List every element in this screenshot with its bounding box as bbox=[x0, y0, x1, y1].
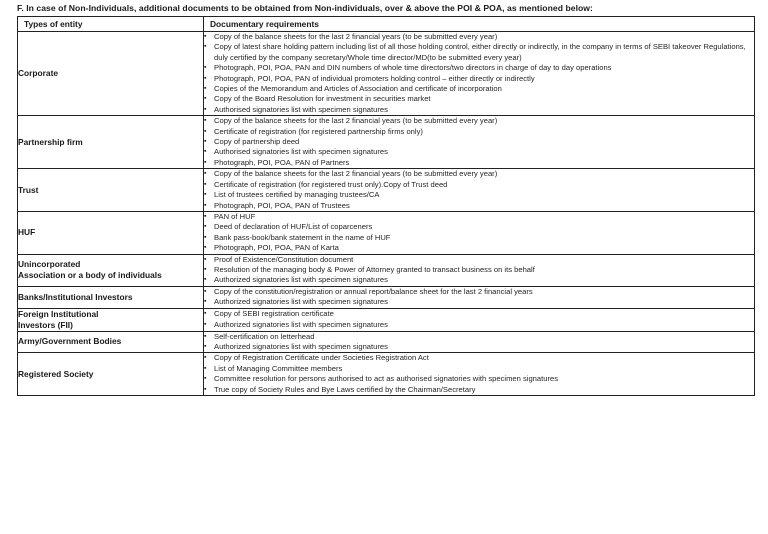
requirement-text: Copy of Registration Certificate under Societies Registration Act bbox=[214, 353, 429, 363]
list-item bbox=[204, 147, 754, 157]
requirement-text: Copy of latest share holding pattern including list of all those holding control, either directly or indirectly, in the company in terms of SEBI takeover Regulations, duly certified by the company secretary/Whole time director/MD(to be submitted every year) bbox=[214, 42, 746, 62]
bullet-icon: ▪ bbox=[204, 148, 207, 156]
requirement-text: Copy of the constitution/registration or annual report/balance sheet for the last 2 financial years bbox=[214, 286, 533, 296]
table-header-row bbox=[18, 17, 755, 32]
entity-type-cell bbox=[18, 331, 207, 353]
column-header-entity: Types of entity bbox=[18, 17, 204, 32]
list-item bbox=[204, 158, 754, 168]
entity-type-label: HUF bbox=[18, 227, 36, 238]
list-item bbox=[204, 255, 754, 265]
requirement-text: Copy of SEBI registration certificate bbox=[214, 309, 334, 319]
bullet-icon: ▪ bbox=[204, 342, 207, 350]
list-item bbox=[204, 243, 754, 253]
requirement-text: Photograph, POI, POA, PAN of Partners bbox=[214, 157, 350, 167]
requirement-text: Authorised signatories list with specimen signatures bbox=[214, 147, 388, 157]
list-item bbox=[204, 84, 754, 94]
bullet-icon: ▪ bbox=[204, 170, 207, 178]
requirement-text: Authorized signatories list with specimen signatures bbox=[214, 297, 388, 307]
bullet-icon: ▪ bbox=[204, 255, 207, 263]
bullet-icon: ▪ bbox=[204, 375, 207, 383]
bullet-icon: ▪ bbox=[204, 43, 207, 51]
bullet-icon: ▪ bbox=[204, 95, 207, 103]
requirements-cell bbox=[204, 286, 755, 308]
bullet-icon: ▪ bbox=[204, 265, 207, 273]
requirements-cell bbox=[204, 254, 755, 286]
table-row bbox=[18, 211, 755, 254]
list-item bbox=[204, 94, 754, 104]
bullet-icon: ▪ bbox=[204, 117, 207, 125]
list-item bbox=[204, 190, 754, 200]
requirements-cell bbox=[204, 32, 755, 116]
requirement-text: Bank pass-book/bank statement in the name of HUF bbox=[214, 232, 391, 242]
bullet-icon: ▪ bbox=[204, 74, 207, 82]
entity-type-cell bbox=[18, 286, 207, 308]
list-item bbox=[204, 287, 754, 297]
list-item bbox=[204, 353, 754, 363]
bullet-icon: ▪ bbox=[204, 201, 207, 209]
list-item bbox=[204, 342, 754, 352]
list-item bbox=[204, 385, 754, 395]
bullet-icon: ▪ bbox=[204, 332, 207, 340]
requirement-text: True copy of Society Rules and Bye Laws certified by the Chairman/Secretary bbox=[214, 384, 476, 394]
requirement-text: Authorized signatories list with specimen signatures bbox=[214, 275, 388, 285]
list-item bbox=[204, 137, 754, 147]
list-item bbox=[204, 74, 754, 84]
list-item bbox=[204, 364, 754, 374]
table-row bbox=[18, 32, 755, 116]
list-item bbox=[204, 212, 754, 222]
requirement-text: Committee resolution for persons authorised to act as authorised signatories with specimen signatures bbox=[214, 374, 559, 384]
entity-type-label: Investors (FII) bbox=[18, 319, 73, 330]
requirement-text: Copy of the balance sheets for the last 2 financial years (to be submitted every year) bbox=[214, 116, 498, 126]
requirements-cell bbox=[204, 116, 755, 169]
bullet-icon: ▪ bbox=[204, 105, 207, 113]
requirements-table bbox=[17, 16, 755, 396]
entity-type-label: Trust bbox=[18, 184, 39, 195]
entity-type-label: Partnership firm bbox=[18, 136, 83, 147]
list-item bbox=[204, 32, 754, 42]
requirement-text: Copy of partnership deed bbox=[214, 137, 300, 147]
list-item bbox=[204, 233, 754, 243]
list-item bbox=[204, 63, 754, 73]
bullet-icon: ▪ bbox=[204, 385, 207, 393]
requirements-list bbox=[204, 353, 754, 395]
bullet-icon: ▪ bbox=[204, 33, 207, 40]
table-row bbox=[18, 116, 755, 169]
requirement-text: Authorized signatories list with specimen signatures bbox=[214, 341, 388, 351]
requirements-list bbox=[204, 287, 754, 308]
bullet-icon: ▪ bbox=[204, 212, 207, 220]
bullet-icon: ▪ bbox=[204, 85, 207, 93]
requirement-text: Copy of the Board Resolution for investment in securities market bbox=[214, 94, 431, 104]
entity-type-label: Army/Government Bodies bbox=[18, 336, 122, 347]
list-item bbox=[204, 297, 754, 307]
requirement-text: Authorised signatories list with specimen signatures bbox=[214, 104, 388, 114]
bullet-icon: ▪ bbox=[204, 298, 207, 306]
requirements-cell bbox=[204, 308, 755, 331]
table-row bbox=[18, 169, 755, 212]
column-header-requirements: Documentary requirements bbox=[204, 17, 755, 32]
table-body bbox=[18, 32, 755, 396]
requirement-text: Photograph, POI, POA, PAN of Karta bbox=[214, 243, 339, 253]
requirement-text: Certificate of registration (for registered partnership firms only) bbox=[214, 126, 423, 136]
requirement-text: Copy of the balance sheets for the last 2 financial years (to be submitted every year) bbox=[214, 32, 498, 41]
bullet-icon: ▪ bbox=[204, 138, 207, 146]
list-item bbox=[204, 180, 754, 190]
list-item bbox=[204, 265, 754, 275]
entity-type-label: Corporate bbox=[18, 68, 59, 79]
list-item bbox=[204, 127, 754, 137]
bullet-icon: ▪ bbox=[204, 233, 207, 241]
list-item bbox=[204, 332, 754, 342]
table-row bbox=[18, 308, 755, 331]
bullet-icon: ▪ bbox=[204, 310, 207, 318]
entity-type-cell bbox=[18, 353, 207, 396]
entity-type-label: Registered Society bbox=[18, 368, 94, 379]
bullet-icon: ▪ bbox=[204, 180, 207, 188]
list-item bbox=[204, 105, 754, 115]
bullet-icon: ▪ bbox=[204, 354, 207, 362]
requirements-cell bbox=[204, 353, 755, 396]
table-row bbox=[18, 286, 755, 308]
requirement-text: Copies of the Memorandum and Articles of Association and certificate of incorporation bbox=[214, 84, 502, 94]
requirements-cell bbox=[204, 169, 755, 212]
table-row bbox=[18, 353, 755, 396]
requirement-text: Authorized signatories list with specimen signatures bbox=[214, 319, 388, 329]
entity-type-cell bbox=[18, 211, 207, 254]
entity-type-label: Association or a body of individuals bbox=[18, 270, 162, 281]
requirements-cell bbox=[204, 211, 755, 254]
bullet-icon: ▪ bbox=[204, 276, 207, 284]
requirements-list bbox=[204, 309, 754, 330]
entity-type-cell bbox=[18, 32, 207, 116]
bullet-icon: ▪ bbox=[204, 244, 207, 252]
entity-type-label: Banks/Institutional Investors bbox=[18, 291, 133, 302]
list-item bbox=[204, 42, 754, 63]
bullet-icon: ▪ bbox=[204, 320, 207, 328]
list-item bbox=[204, 320, 754, 330]
bullet-icon: ▪ bbox=[204, 223, 207, 231]
list-item bbox=[204, 169, 754, 179]
requirements-cell bbox=[204, 331, 755, 353]
bullet-icon: ▪ bbox=[204, 127, 207, 135]
bullet-icon: ▪ bbox=[204, 64, 207, 72]
section-heading: F. In case of Non-Individuals, additional documents to be obtained from Non-individuals, over & above the POI & POA, as mentioned below: bbox=[17, 3, 593, 13]
requirement-text: Copy of the balance sheets for the last 2 financial years (to be submitted every year) bbox=[214, 169, 498, 179]
requirements-list bbox=[204, 332, 754, 353]
requirement-text: Certificate of registration (for registered trust only).Copy of Trust deed bbox=[214, 179, 448, 189]
requirement-text: Photograph, POI, POA, PAN and DIN numbers of whole time directors/two directors in charge of day to day operations bbox=[214, 63, 612, 73]
bullet-icon: ▪ bbox=[204, 191, 207, 199]
entity-type-cell bbox=[18, 254, 207, 286]
requirements-list bbox=[204, 169, 754, 211]
requirements-list bbox=[204, 32, 754, 115]
bullet-icon: ▪ bbox=[204, 287, 207, 295]
requirements-list bbox=[204, 212, 754, 254]
requirements-list bbox=[204, 255, 754, 286]
requirement-text: List of trustees certified by managing trustees/CA bbox=[214, 190, 380, 200]
entity-type-cell bbox=[18, 116, 207, 169]
requirement-text: Resolution of the managing body & Power of Attorney granted to transact business on its behalf bbox=[214, 264, 535, 274]
list-item bbox=[204, 222, 754, 232]
requirement-text: Photograph, POI, POA, PAN of individual promoters holding control – either directly or indirectly bbox=[214, 73, 535, 83]
bullet-icon: ▪ bbox=[204, 158, 207, 166]
list-item bbox=[204, 275, 754, 285]
requirements-list bbox=[204, 116, 754, 168]
requirement-text: List of Managing Committee members bbox=[214, 363, 343, 373]
entity-type-cell bbox=[18, 169, 207, 212]
table-row bbox=[18, 331, 755, 353]
entity-type-label: Foreign Institutional bbox=[18, 308, 99, 319]
requirement-text: Deed of declaration of HUF/List of coparceners bbox=[214, 222, 373, 232]
requirement-text: Self-certification on letterhead bbox=[214, 331, 315, 341]
list-item bbox=[204, 309, 754, 319]
requirement-text: Proof of Existence/Constitution document bbox=[214, 254, 354, 264]
requirement-text: Photograph, POI, POA, PAN of Trustees bbox=[214, 200, 350, 210]
list-item bbox=[204, 116, 754, 126]
entity-type-label: Unincorporated bbox=[18, 259, 81, 270]
bullet-icon: ▪ bbox=[204, 364, 207, 372]
entity-type-cell bbox=[18, 308, 207, 331]
list-item bbox=[204, 374, 754, 384]
requirement-text: PAN of HUF bbox=[214, 211, 256, 221]
list-item bbox=[204, 201, 754, 211]
table-row bbox=[18, 254, 755, 286]
